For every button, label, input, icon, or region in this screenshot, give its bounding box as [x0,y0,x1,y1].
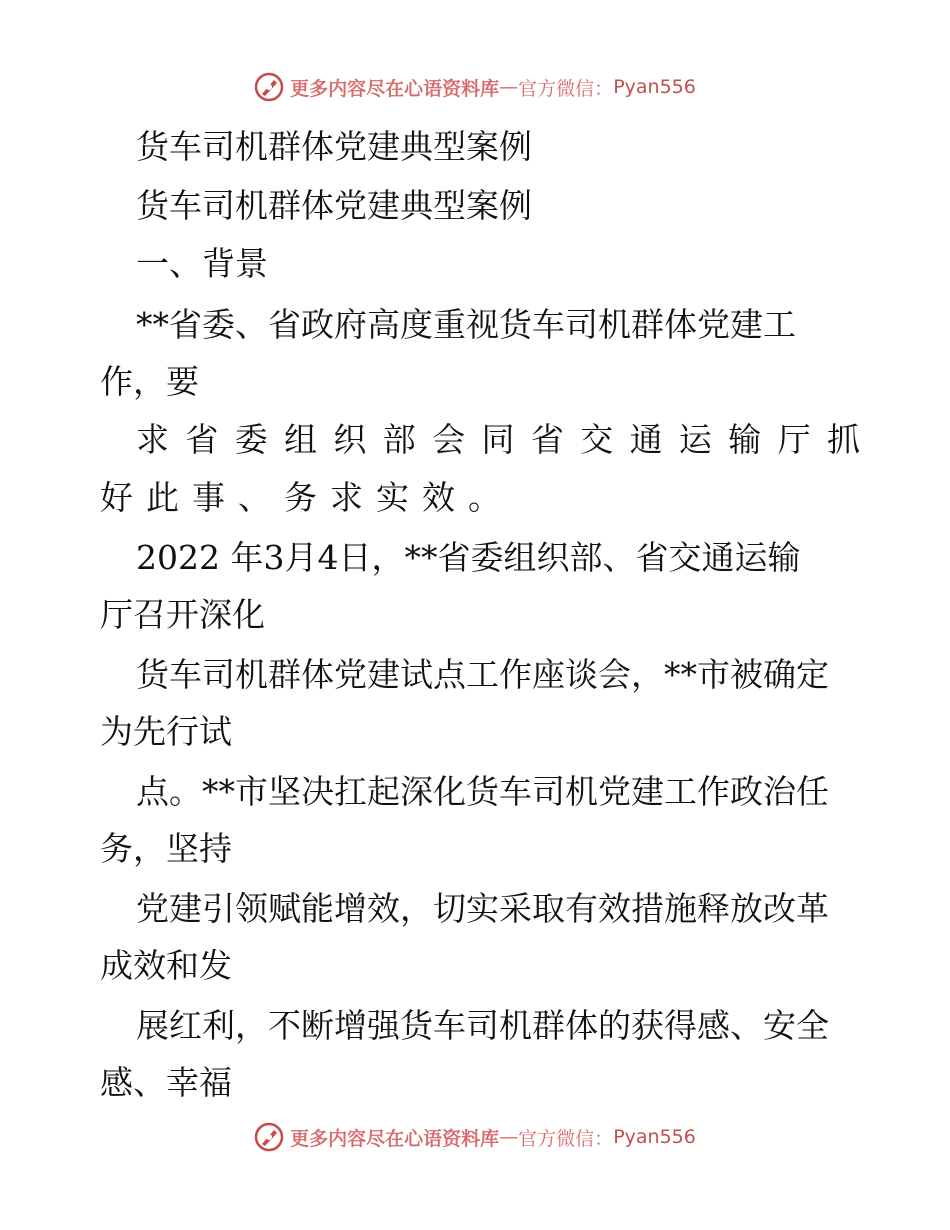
paragraph-line: 厅召开深化 [100,595,265,634]
paragraph-line: 务，坚持 [100,829,232,868]
watermark-wechat-id: Pyan556 [613,1126,696,1148]
paragraph-line: 求省委组织部会同省交通运输厅抓 [136,420,860,459]
watermark-wechat-label: 官方微信： [518,77,614,100]
watermark-text: 更多内容尽在心语资料库 [290,1127,500,1150]
paragraph-line: **省委、省政府高度重视货车司机群体党建工 [136,305,796,344]
paragraph-line: 党建引领赋能增效，切实采取有效措施释放改革 [136,889,829,928]
paragraph-line: 2022 年3月4日，**省委组织部、省交通运输 [136,538,801,577]
watermark-banner-top [0,72,950,102]
paragraph-line: 作，要 [100,362,199,401]
paragraph-line: 为先行试 [100,712,232,751]
watermark-text: 更多内容尽在心语资料库 [290,77,500,100]
paragraph-line: 成效和发 [100,946,232,985]
pen-logo-icon [254,1122,284,1152]
watermark-wechat-id: Pyan556 [613,76,696,98]
paragraph-line: 货车司机群体党建试点工作座谈会，**市被确定 [136,655,829,694]
section-heading: 一、背景 [136,244,268,283]
watermark-dash: — [499,76,519,98]
paragraph-line: 点。**市坚决扛起深化货车司机党建工作政治任 [136,772,829,811]
watermark-wechat-label: 官方微信： [518,1127,614,1150]
watermark-dash: — [499,1126,519,1148]
watermark-banner-bottom [0,1122,950,1152]
paragraph-line: 展红利，不断增强货车司机群体的获得感、安全 [136,1006,829,1045]
pen-logo-icon [254,72,284,102]
paragraph-line: 好此事、务求实效。 [100,478,514,517]
doc-title-repeat: 货车司机群体党建典型案例 [136,186,532,225]
paragraph-line: 感、幸福 [100,1063,232,1102]
doc-title: 货车司机群体党建典型案例 [136,127,532,166]
